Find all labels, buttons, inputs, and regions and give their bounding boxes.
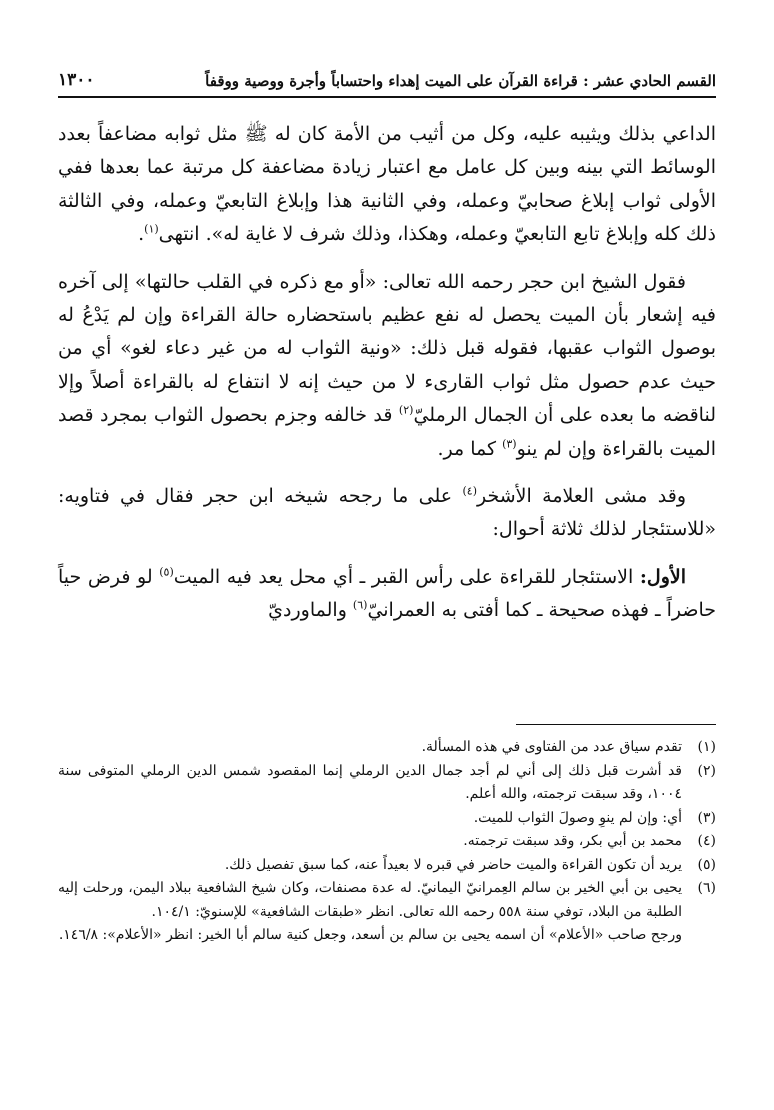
footnote-number: (٥)	[697, 856, 716, 873]
main-text	[58, 118, 716, 642]
paragraph-3: وقد مشى العلامة الأشخر$^{(٤)}$ على ما رجحه شيخه ابن حجر فقال في فتاويه: «للاستئجار لذلك ثلاثة أحوال:	[58, 484, 716, 541]
paragraph-4: الأول: الاستئجار للقراءة على رأس القبر ـ أي محل يعد فيه الميت$^{(٥)}$ لو فرض حياً حاضراً ـ فهذه صحيحة ـ كما أفتى به العمرانيّ$^{(٦)}$ والماورديّ	[58, 565, 716, 622]
footnote-text: يريد أن تكون القراءة والميت حاضر في قبره لا بعيداً عنه، كما سبق تفصيل ذلك.	[224, 856, 682, 873]
footnote-ref-5[interactable]: (٥)	[159, 565, 174, 579]
paragraph-1: الداعي بذلك ويثيبه عليه، وكل من أثيب من الأمة كان له ﷺ مثل ثوابه مضاعفاً بعدد الوسائط التي بينه وبين كل عامل مع اعتبار زيادة مضاعفة كل مرتبة عما بعدها ففي الأولى ثواب إبلاغ صحابيّ وعمله، وفي الثانية هذا وإبلاغ التابعيّ وعمله، وفي الثالثة ذلك كله وإبلاغ تابع التابعيّ وعمله، وهكذا، وذلك شرف لا غاية له». انتهى$^{(١)}$.	[58, 123, 716, 246]
footnote-ref-3[interactable]: (٣)	[502, 437, 517, 451]
footnote-number: (٤)	[697, 833, 716, 849]
footnote-divider	[516, 724, 716, 725]
footnote-6-continued: ورجح صاحب «الأعلام» أن اسمه يحيى بن سالم بن أسعد، وجعل كنية سالم أبا الخير: انظر «الأعلام»: ١٤٦/٨.	[58, 927, 682, 943]
footnote-ref-6[interactable]: (٦)	[352, 598, 368, 612]
section-label-first: الأول:	[639, 565, 687, 588]
page-number: ١٣٠٠	[58, 70, 95, 90]
footnote-text: قد أشرت قبل ذلك إلى أني لم أجد جمال الدين الرملي إنما المقصود شمس الدين الرملي المتوفى سنة ١٠٠٤، وقد سبقت ترجمته، والله أعلم.	[58, 762, 682, 802]
footnote-text: محمد بن أبي بكر، وقد سبقت ترجمته.	[463, 833, 682, 849]
footnote-text: يحيى بن أبي الخير بن سالم العِمرانيّ اليمانيّ. له عدة مصنفات، وكان شيخ الشافعية ببلاد اليمن، ورحلت إليه الطلبة من البلاد، توفي سنة ٥٥٨ رحمه الله تعالى. انظر «طبقات الشافعية» للإسنويّ: ١٠٤/١.	[58, 880, 682, 920]
running-title: القسم الحادي عشر : قراءة القرآن على الميت إهداء واحتساباً وأجرة ووصية ووقفاً	[205, 72, 716, 90]
footnotes	[58, 736, 716, 948]
footnote-6	[58, 877, 716, 924]
footnote-number: (٦)	[697, 880, 716, 896]
paragraph-2: فقول الشيخ ابن حجر رحمه الله تعالى: «أو مع ذكره في القلب حالتها» إلى آخره فيه إشعار بأن الميت يحصل له نفع عظيم باستحضاره حالة القراءة وإن لم يَدْعُ له بوصول الثواب عقبها، فقوله قبل ذلك: «ونية الثواب له من غير دعاء لغو» أي من حيث عدم حصول مثل ثواب القارىء لا من حيث إنه لا انتفاع له بالقراءة أصلاً وإلا لناقضه ما بعده على أن الجمال الرمليّ$^{(٢)}$ قد خالفه وجزم بحصول الثواب بمجرد قصد الميت بالقراءة وإن لم ينو$^{(٣)}$ كما مر.	[58, 270, 716, 460]
footnote-1	[58, 736, 716, 760]
footnote-ref-4[interactable]: (٤)	[462, 484, 478, 498]
footnote-text: أي: وإن لم ينوِ وصولَ الثواب للميت.	[473, 809, 682, 826]
footnote-number: (٢)	[697, 762, 716, 779]
footnote-4	[58, 830, 716, 854]
footnote-number: (٣)	[697, 809, 716, 826]
footnote-5	[58, 854, 716, 878]
footnote-number: (١)	[697, 739, 716, 755]
footnote-3	[58, 807, 716, 831]
page-header	[58, 58, 716, 98]
footnote-ref-2[interactable]: (٢)	[398, 403, 414, 417]
footnote-text: تقدم سياق عدد من الفتاوى في هذه المسألة.	[421, 739, 682, 755]
footnote-ref-1[interactable]: (١)	[144, 222, 159, 236]
footnote-2	[58, 760, 716, 807]
